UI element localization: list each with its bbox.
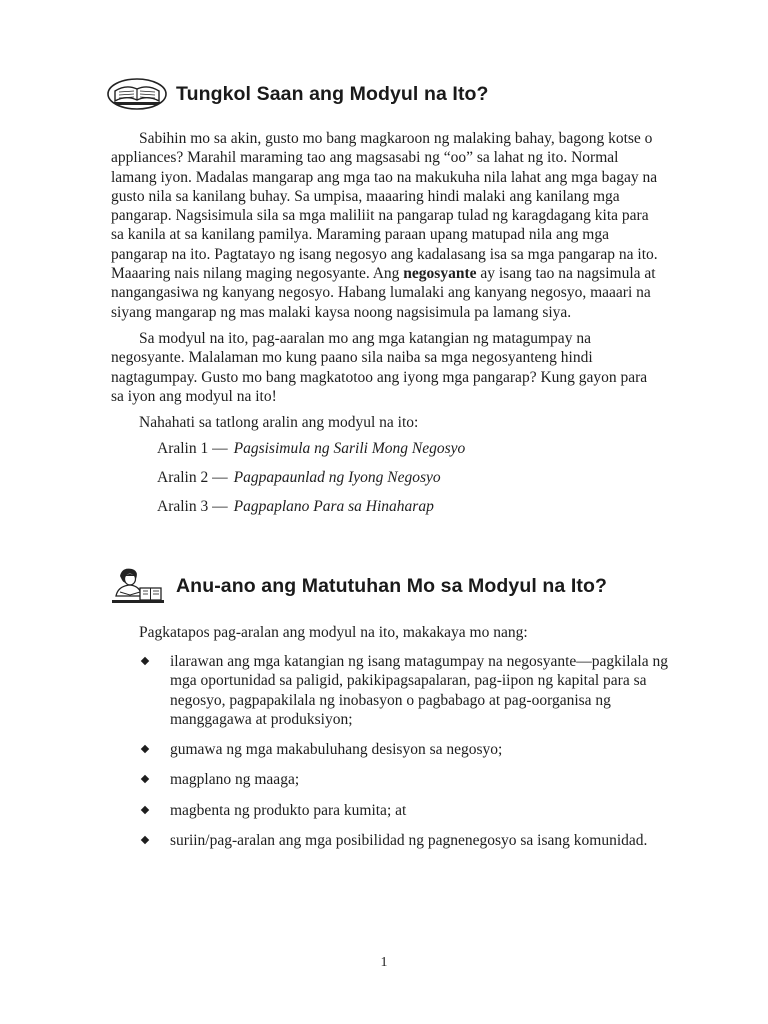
section-heading-objectives	[106, 566, 607, 606]
lesson-item	[111, 439, 659, 468]
section-body-about	[111, 129, 659, 526]
lesson-name: Pagsisimula ng Sarili Mong Negosyo	[233, 440, 466, 458]
lesson-label: Aralin 1 —	[157, 440, 228, 458]
bullet-diamond-icon	[141, 836, 149, 844]
objectives-intro: Pagkatapos pag-aralan ang modyul na ito, makakaya mo nang:	[139, 624, 528, 641]
objective-item	[139, 831, 679, 850]
paragraph-intro-part2: ay isang tao na nagsimula at nangangasiwa ng kanyang negosyo. Habang lumalaki ang kanyang negosyo, maaari na siyang mangarap ng mas malaki kaysa noong nagsisimula pa lamang siya.	[111, 265, 656, 321]
paragraph-lessons-intro: Nahahati sa tatlong aralin ang modyul na ito:	[139, 414, 419, 432]
page-number: 1	[380, 955, 388, 970]
section-title-objectives: Anu-ano ang Matutuhan Mo sa Modyul na Ito?	[176, 574, 608, 597]
lesson-list	[111, 439, 659, 526]
objective-text: suriin/pag-aralan ang mga posibilidad ng pagnenegosyo sa isang komunidad.	[170, 832, 648, 850]
objective-item	[139, 652, 679, 729]
objective-text: magplano ng maaga;	[170, 771, 300, 789]
lesson-item	[111, 468, 659, 497]
bullet-diamond-icon	[141, 775, 149, 783]
open-book-icon	[106, 74, 168, 114]
lesson-name: Pagpaplano Para sa Hinaharap	[233, 498, 434, 516]
paragraph-intro-part1: Sabihin mo sa akin, gusto mo bang magkaroon ng malaking bahay, bagong kotse o appliances? Marahil maraming tao ang magsasabi ng “oo” sa lahat ng ito. Normal lamang iyon. Madalas mangarap ang mga tao na makukuha nila lahat ang mga bagay na gusto nila sa kanilang buhay. Sa umpisa, maaaring hindi malaki ang kanilang mga pangarap. Nagsisimula sila sa mga maliliit na pangarap tulad ng karagdagang kita para sa kanila at sa kanilang pamilya. Maraming paraan upang matupad nila ang mga pangarap na ito. Pagtatayo ng isang negosyo ang kadalasang isa sa mga pangarap na ito. Maaaring nais nilang maging negosyante. Ang	[111, 130, 658, 283]
objective-text: gumawa ng mga makabuluhang desisyon sa negosyo;	[170, 741, 503, 759]
lesson-item	[111, 497, 659, 526]
objective-item	[139, 740, 679, 759]
objectives-list	[139, 652, 679, 861]
section-heading-about	[106, 74, 489, 114]
term-negosyante: negosyante	[403, 265, 477, 283]
bullet-diamond-icon	[141, 745, 149, 753]
paragraph-module: Sa modyul na ito, pag-aaralan mo ang mga katangian ng matagumpay na negosyante. Malalaman mo kung paano sila naiba sa mga negosyanteng hindi nagtagumpay. Gusto mo bang magkatotoo ang iyong mga pangarap? Kung gayon para sa iyon ang modyul na ito!	[111, 329, 648, 405]
section-title-about: Tungkol Saan ang Modyul na Ito?	[176, 82, 489, 105]
lesson-name: Pagpapaunlad ng Iyong Negosyo	[233, 469, 441, 487]
lesson-label: Aralin 3 —	[157, 498, 228, 516]
paragraph-intro	[111, 129, 659, 322]
bullet-diamond-icon	[141, 657, 149, 665]
objective-item	[139, 801, 679, 820]
objective-item	[139, 770, 679, 789]
objective-text: ilarawan ang mga katangian ng isang matagumpay na negosyante—pagkilala ng mga oportunidad sa paligid, pakikipagsapalaran, pag-iipon ng kapital para sa negosyo, pagpapakilala ng inobasyon o pagbabago at pag-oorganisa ng manggagawa at produksiyon;	[170, 653, 668, 728]
objective-text: magbenta ng produkto para kumita; at	[170, 801, 407, 819]
reading-student-icon	[106, 566, 168, 606]
lesson-label: Aralin 2 —	[157, 469, 228, 487]
bullet-diamond-icon	[141, 806, 149, 814]
